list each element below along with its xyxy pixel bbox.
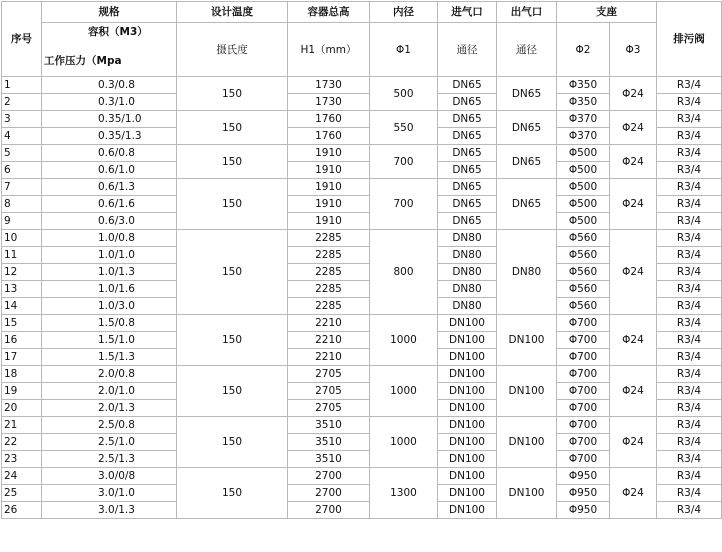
support-phi2: Φ700 (557, 417, 610, 434)
outlet-size: DN65 (497, 111, 557, 145)
design-temp: 150 (177, 111, 288, 145)
inlet-size: DN65 (438, 111, 497, 128)
drain-valve: R3/4 (657, 332, 722, 349)
total-height: 1910 (288, 196, 370, 213)
inlet-size: DN80 (438, 247, 497, 264)
support-phi2: Φ500 (557, 179, 610, 196)
header-inlet-sub: 通径 (438, 23, 497, 77)
total-height: 1730 (288, 94, 370, 111)
drain-valve: R3/4 (657, 400, 722, 417)
total-height: 1760 (288, 128, 370, 145)
total-height: 3510 (288, 434, 370, 451)
spec-value: 1.0/1.0 (42, 247, 177, 264)
inlet-size: DN100 (438, 349, 497, 366)
inner-diameter: 1000 (370, 315, 438, 366)
row-number: 16 (2, 332, 42, 349)
table-row (2, 145, 722, 162)
header-pressure-label: 工作压力（Mpa (44, 55, 122, 67)
row-number: 12 (2, 264, 42, 281)
row-number: 26 (2, 502, 42, 519)
spec-value: 0.6/1.6 (42, 196, 177, 213)
inlet-size: DN100 (438, 485, 497, 502)
table-row (2, 111, 722, 128)
spec-value: 0.35/1.0 (42, 111, 177, 128)
spec-table (1, 1, 722, 519)
row-number: 19 (2, 383, 42, 400)
support-phi2: Φ370 (557, 111, 610, 128)
support-phi2: Φ500 (557, 196, 610, 213)
row-number: 17 (2, 349, 42, 366)
total-height: 2210 (288, 349, 370, 366)
support-phi3: Φ24 (610, 468, 657, 519)
spec-value: 2.0/1.3 (42, 400, 177, 417)
total-height: 2285 (288, 247, 370, 264)
inlet-size: DN100 (438, 417, 497, 434)
inlet-size: DN80 (438, 264, 497, 281)
header-design-temp: 设计温度 (177, 2, 288, 23)
spec-value: 2.5/0.8 (42, 417, 177, 434)
design-temp: 150 (177, 230, 288, 315)
spec-value: 0.6/1.0 (42, 162, 177, 179)
spec-value: 2.5/1.0 (42, 434, 177, 451)
drain-valve: R3/4 (657, 145, 722, 162)
support-phi3: Φ24 (610, 315, 657, 366)
support-phi2: Φ700 (557, 400, 610, 417)
inner-diameter: 1000 (370, 366, 438, 417)
spec-value: 3.0/1.3 (42, 502, 177, 519)
inlet-size: DN80 (438, 230, 497, 247)
total-height: 2705 (288, 383, 370, 400)
spec-value: 0.3/0.8 (42, 77, 177, 94)
support-phi2: Φ950 (557, 468, 610, 485)
spec-value: 1.0/0.8 (42, 230, 177, 247)
drain-valve: R3/4 (657, 298, 722, 315)
inner-diameter: 700 (370, 145, 438, 179)
header-height-unit: H1（mm） (288, 23, 370, 77)
table-row (2, 315, 722, 332)
inlet-size: DN100 (438, 468, 497, 485)
table-row (2, 366, 722, 383)
support-phi2: Φ500 (557, 145, 610, 162)
row-number: 2 (2, 94, 42, 111)
inlet-size: DN100 (438, 315, 497, 332)
table-row (2, 230, 722, 247)
header-temp-unit: 摄氏度 (177, 23, 288, 77)
total-height: 2700 (288, 502, 370, 519)
row-number: 5 (2, 145, 42, 162)
row-number: 4 (2, 128, 42, 145)
drain-valve: R3/4 (657, 128, 722, 145)
table-row (2, 468, 722, 485)
drain-valve: R3/4 (657, 417, 722, 434)
support-phi3: Φ24 (610, 179, 657, 230)
outlet-size: DN100 (497, 417, 557, 468)
row-number: 25 (2, 485, 42, 502)
support-phi2: Φ700 (557, 434, 610, 451)
total-height: 2285 (288, 281, 370, 298)
support-phi2: Φ700 (557, 315, 610, 332)
support-phi2: Φ350 (557, 77, 610, 94)
spec-value: 1.0/3.0 (42, 298, 177, 315)
inlet-size: DN100 (438, 434, 497, 451)
outlet-size: DN100 (497, 366, 557, 417)
drain-valve: R3/4 (657, 349, 722, 366)
spec-value: 2.0/0.8 (42, 366, 177, 383)
row-number: 15 (2, 315, 42, 332)
total-height: 2285 (288, 264, 370, 281)
header-row-top (2, 2, 722, 23)
inner-diameter: 700 (370, 179, 438, 230)
header-phi2: Φ2 (557, 23, 610, 77)
support-phi2: Φ700 (557, 366, 610, 383)
spec-value: 1.5/1.0 (42, 332, 177, 349)
support-phi3: Φ24 (610, 111, 657, 145)
drain-valve: R3/4 (657, 77, 722, 94)
row-number: 24 (2, 468, 42, 485)
spec-value: 0.6/1.3 (42, 179, 177, 196)
total-height: 1910 (288, 162, 370, 179)
design-temp: 150 (177, 366, 288, 417)
drain-valve: R3/4 (657, 468, 722, 485)
total-height: 1760 (288, 111, 370, 128)
row-number: 22 (2, 434, 42, 451)
row-number: 14 (2, 298, 42, 315)
support-phi2: Φ950 (557, 502, 610, 519)
support-phi2: Φ700 (557, 383, 610, 400)
row-number: 13 (2, 281, 42, 298)
table-row (2, 179, 722, 196)
design-temp: 150 (177, 145, 288, 179)
total-height: 1910 (288, 179, 370, 196)
drain-valve: R3/4 (657, 502, 722, 519)
total-height: 1910 (288, 145, 370, 162)
drain-valve: R3/4 (657, 366, 722, 383)
outlet-size: DN100 (497, 468, 557, 519)
inlet-size: DN100 (438, 383, 497, 400)
total-height: 3510 (288, 417, 370, 434)
drain-valve: R3/4 (657, 162, 722, 179)
inlet-size: DN100 (438, 502, 497, 519)
inner-diameter: 800 (370, 230, 438, 315)
row-number: 6 (2, 162, 42, 179)
outlet-size: DN65 (497, 179, 557, 230)
header-phi3: Φ3 (610, 23, 657, 77)
total-height: 2700 (288, 468, 370, 485)
support-phi2: Φ350 (557, 94, 610, 111)
inlet-size: DN65 (438, 162, 497, 179)
inlet-size: DN100 (438, 366, 497, 383)
header-phi1: Φ1 (370, 23, 438, 77)
outlet-size: DN65 (497, 145, 557, 179)
spec-value: 0.6/3.0 (42, 213, 177, 230)
row-number: 7 (2, 179, 42, 196)
support-phi3: Φ24 (610, 366, 657, 417)
drain-valve: R3/4 (657, 281, 722, 298)
drain-valve: R3/4 (657, 213, 722, 230)
support-phi2: Φ500 (557, 213, 610, 230)
spec-value: 3.0/1.0 (42, 485, 177, 502)
drain-valve: R3/4 (657, 315, 722, 332)
drain-valve: R3/4 (657, 434, 722, 451)
inlet-size: DN100 (438, 451, 497, 468)
total-height: 2210 (288, 315, 370, 332)
spec-value: 1.5/1.3 (42, 349, 177, 366)
drain-valve: R3/4 (657, 264, 722, 281)
header-spec: 规格 (42, 2, 177, 23)
design-temp: 150 (177, 468, 288, 519)
outlet-size: DN100 (497, 315, 557, 366)
header-volume-label: 容积（M3） (88, 26, 148, 38)
support-phi3: Φ24 (610, 77, 657, 111)
support-phi2: Φ560 (557, 281, 610, 298)
inlet-size: DN65 (438, 179, 497, 196)
support-phi2: Φ560 (557, 298, 610, 315)
support-phi2: Φ700 (557, 349, 610, 366)
design-temp: 150 (177, 77, 288, 111)
header-row-sub (2, 23, 722, 77)
drain-valve: R3/4 (657, 111, 722, 128)
spec-value: 2.0/1.0 (42, 383, 177, 400)
support-phi2: Φ950 (557, 485, 610, 502)
header-total-height: 容器总高 (288, 2, 370, 23)
spec-table-body (2, 77, 722, 519)
row-number: 11 (2, 247, 42, 264)
total-height: 2210 (288, 332, 370, 349)
drain-valve: R3/4 (657, 247, 722, 264)
total-height: 2285 (288, 298, 370, 315)
support-phi2: Φ700 (557, 451, 610, 468)
header-drain-valve: 排污阀 (657, 2, 722, 77)
row-number: 3 (2, 111, 42, 128)
support-phi2: Φ560 (557, 230, 610, 247)
design-temp: 150 (177, 179, 288, 230)
total-height: 2705 (288, 366, 370, 383)
spec-value: 1.5/0.8 (42, 315, 177, 332)
inner-diameter: 550 (370, 111, 438, 145)
header-outlet-sub: 通径 (497, 23, 557, 77)
support-phi2: Φ500 (557, 162, 610, 179)
spec-value: 1.0/1.3 (42, 264, 177, 281)
drain-valve: R3/4 (657, 230, 722, 247)
spec-value: 0.6/0.8 (42, 145, 177, 162)
outlet-size: DN80 (497, 230, 557, 315)
header-outlet: 出气口 (497, 2, 557, 23)
inlet-size: DN65 (438, 94, 497, 111)
inlet-size: DN65 (438, 213, 497, 230)
inlet-size: DN65 (438, 145, 497, 162)
row-number: 20 (2, 400, 42, 417)
drain-valve: R3/4 (657, 383, 722, 400)
total-height: 3510 (288, 451, 370, 468)
support-phi2: Φ370 (557, 128, 610, 145)
header-inlet: 进气口 (438, 2, 497, 23)
drain-valve: R3/4 (657, 485, 722, 502)
inlet-size: DN80 (438, 281, 497, 298)
inner-diameter: 1300 (370, 468, 438, 519)
row-number: 1 (2, 77, 42, 94)
spec-value: 3.0/0/8 (42, 468, 177, 485)
support-phi2: Φ560 (557, 264, 610, 281)
row-number: 21 (2, 417, 42, 434)
row-number: 8 (2, 196, 42, 213)
drain-valve: R3/4 (657, 179, 722, 196)
inner-diameter: 500 (370, 77, 438, 111)
total-height: 1910 (288, 213, 370, 230)
inlet-size: DN100 (438, 400, 497, 417)
spec-value: 2.5/1.3 (42, 451, 177, 468)
support-phi2: Φ560 (557, 247, 610, 264)
design-temp: 150 (177, 417, 288, 468)
inlet-size: DN65 (438, 196, 497, 213)
header-seq: 序号 (2, 2, 42, 77)
inner-diameter: 1000 (370, 417, 438, 468)
total-height: 2700 (288, 485, 370, 502)
spec-value: 0.35/1.3 (42, 128, 177, 145)
total-height: 2285 (288, 230, 370, 247)
support-phi3: Φ24 (610, 145, 657, 179)
row-number: 10 (2, 230, 42, 247)
row-number: 23 (2, 451, 42, 468)
support-phi3: Φ24 (610, 230, 657, 315)
row-number: 9 (2, 213, 42, 230)
total-height: 1730 (288, 77, 370, 94)
total-height: 2705 (288, 400, 370, 417)
inlet-size: DN65 (438, 77, 497, 94)
design-temp: 150 (177, 315, 288, 366)
inlet-size: DN65 (438, 128, 497, 145)
table-row (2, 417, 722, 434)
table-row (2, 77, 722, 94)
support-phi3: Φ24 (610, 417, 657, 468)
spec-value: 0.3/1.0 (42, 94, 177, 111)
row-number: 18 (2, 366, 42, 383)
spec-value: 1.0/1.6 (42, 281, 177, 298)
drain-valve: R3/4 (657, 94, 722, 111)
inlet-size: DN100 (438, 332, 497, 349)
header-support: 支座 (557, 2, 657, 23)
header-inner-dia: 内径 (370, 2, 438, 23)
support-phi2: Φ700 (557, 332, 610, 349)
header-spec-sub (42, 23, 177, 77)
outlet-size: DN65 (497, 77, 557, 111)
inlet-size: DN80 (438, 298, 497, 315)
drain-valve: R3/4 (657, 451, 722, 468)
drain-valve: R3/4 (657, 196, 722, 213)
